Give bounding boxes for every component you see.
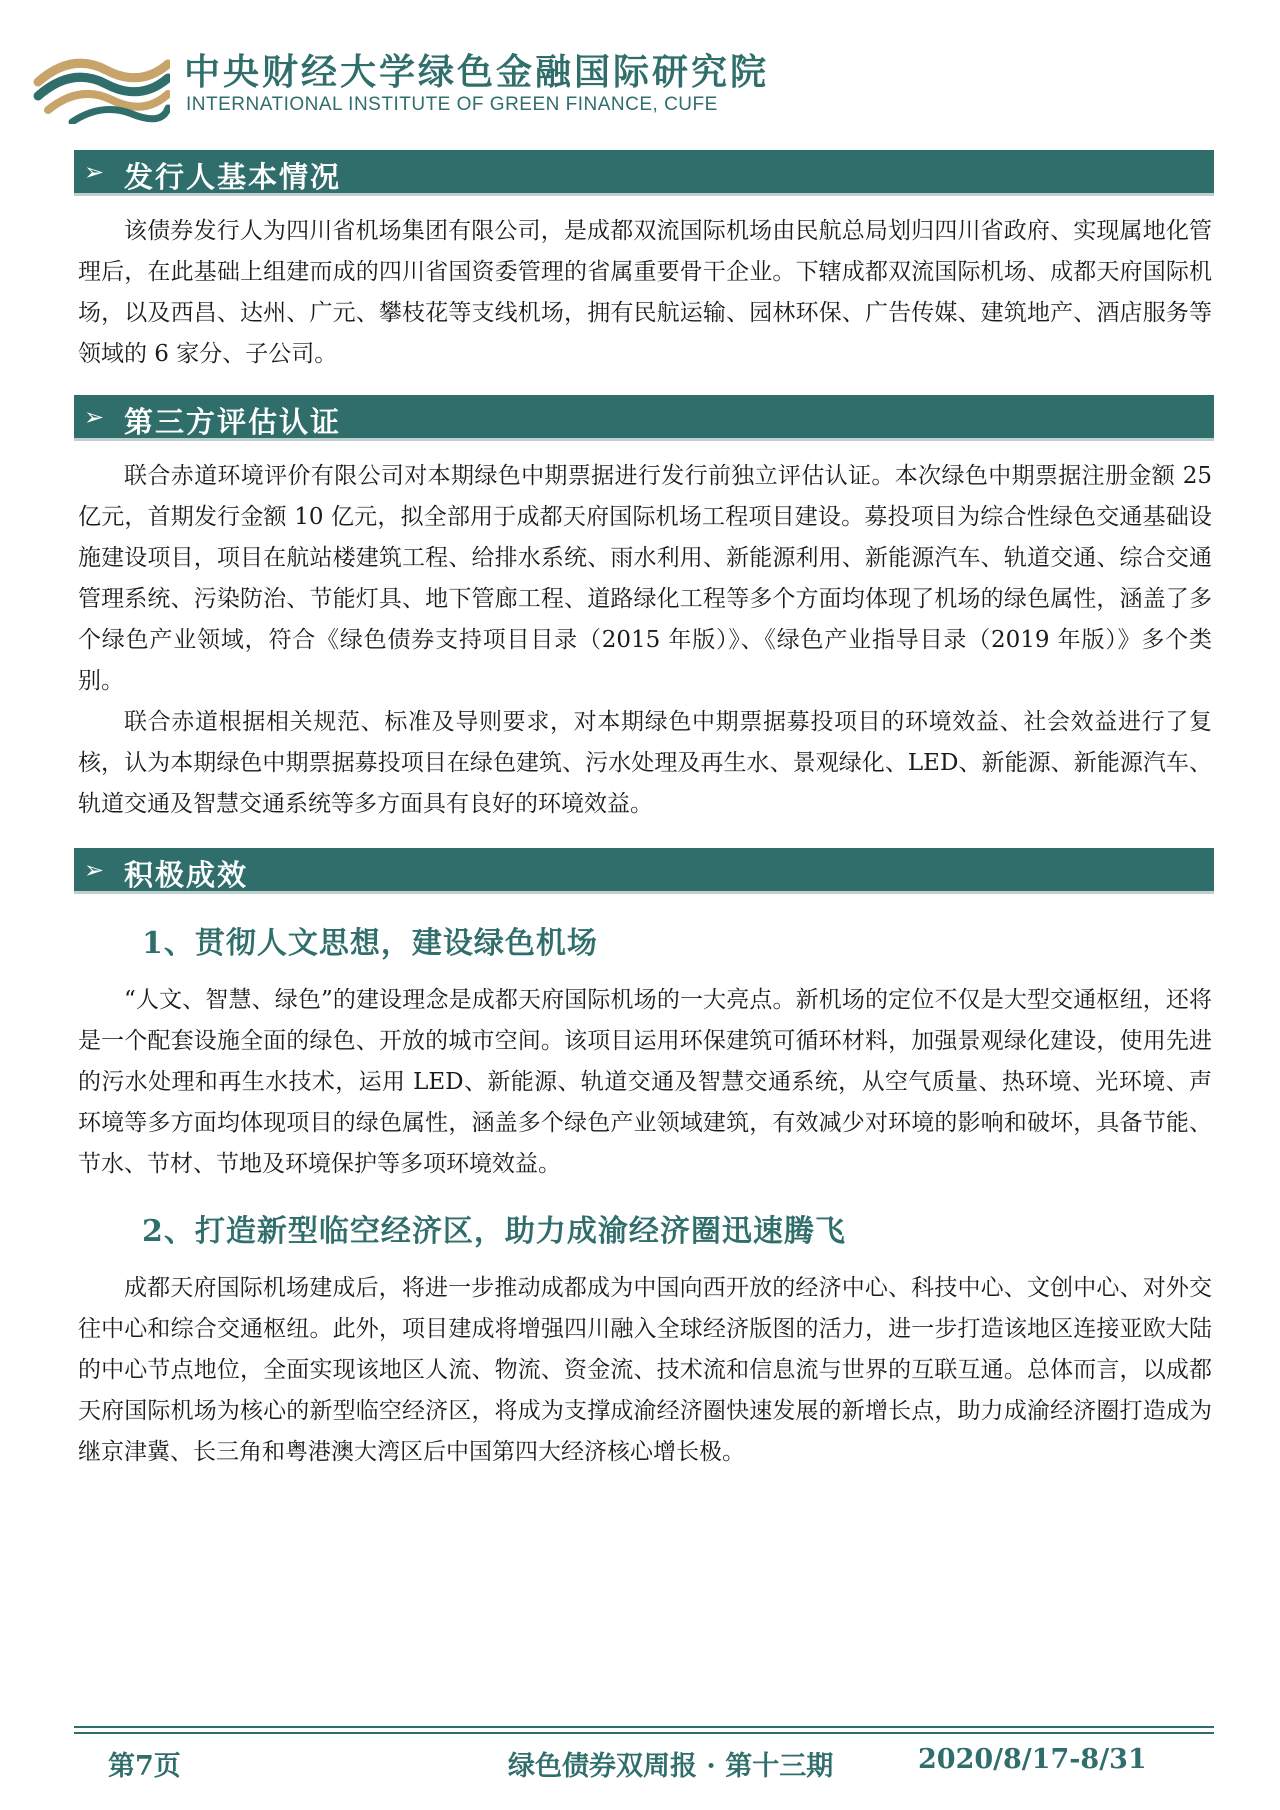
publication-title: 绿色债券双周报 · 第十三期 <box>508 1751 834 1782</box>
subheading: 2、打造新型临空经济区，助力成渝经济圈迅速腾飞 <box>142 1214 846 1249</box>
date-range: 2020/8/17-8/31 <box>918 1744 1147 1775</box>
section-bar-third-party <box>74 395 1214 441</box>
section-bar-issuer <box>74 150 1214 196</box>
section-title: 第三方评估认证 <box>124 405 342 439</box>
org-name-en: INTERNATIONAL INSTITUTE OF GREEN FINANCE, CUFE <box>186 94 718 115</box>
section-title: 发行人基本情况 <box>124 160 342 194</box>
org-name-cn: 中央财经大学绿色金融国际研究院 <box>184 52 770 93</box>
iigf-wave-logo-icon <box>32 44 170 124</box>
subheading: 1、贯彻人文思想，建设绿色机场 <box>142 926 598 961</box>
page-number: 第7页 <box>108 1751 181 1782</box>
section-title: 积极成效 <box>124 858 249 892</box>
arrow-bullet-icon: ➢ <box>84 856 105 884</box>
paragraph: 联合赤道环境评价有限公司对本期绿色中期票据进行发行前独立评估认证。本次绿色中期票据注册金额 25 亿元，首期发行金额 10 亿元，拟全部用于成都天府国际机场工程项目建设。募投项目为综合性绿色交通基础设施建设项目，项目在航站楼建筑工程、给排水系统、雨水利用、新能源利用、新能源汽车、轨道交通、综合交通管理系统、污染防治、节能灯具、地下管廊工程、道路绿化工程等多个方面均体现了机场的绿色属性，涵盖了多个绿色产业领域，符合《绿色债券支持项目目录（2015 年版）》、《绿色产业指导目录（2019 年版）》多个类别。 <box>78 463 1212 694</box>
page-header <box>32 40 1232 130</box>
footer-divider <box>74 1726 1214 1734</box>
paragraph: 联合赤道根据相关规范、标准及导则要求，对本期绿色中期票据募投项目的环境效益、社会效益进行了复核，认为本期绿色中期票据募投项目在绿色建筑、污水处理及再生水、景观绿化、LED、新能源、新能源汽车、轨道交通及智慧交通系统等多方面具有良好的环境效益。 <box>78 709 1212 817</box>
paragraph: 成都天府国际机场建成后，将进一步推动成都成为中国向西开放的经济中心、科技中心、文创中心、对外交往中心和综合交通枢纽。此外，项目建成将增强四川融入全球经济版图的活力，进一步打造该地区连接亚欧大陆的中心节点地位，全面实现该地区人流、物流、资金流、技术流和信息流与世界的互联互通。总体而言，以成都天府国际机场为核心的新型临空经济区，将成为支撑成渝经济圈快速发展的新增长点，助力成渝经济圈打造成为继京津冀、长三角和粤港澳大湾区后中国第四大经济核心增长极。 <box>78 1275 1212 1465</box>
arrow-bullet-icon: ➢ <box>84 403 105 431</box>
arrow-bullet-icon: ➢ <box>84 158 105 186</box>
paragraph: 该债券发行人为四川省机场集团有限公司，是成都双流国际机场由民航总局划归四川省政府、实现属地化管理后，在此基础上组建而成的四川省国资委管理的省属重要骨干企业。下辖成都双流国际机场、成都天府国际机场，以及西昌、达州、广元、攀枝花等支线机场，拥有民航运输、园林环保、广告传媒、建筑地产、酒店服务等领域的 6 家分、子公司。 <box>78 218 1212 367</box>
section-bar-results <box>74 848 1214 894</box>
paragraph: “人文、智慧、绿色”的建设理念是成都天府国际机场的一大亮点。新机场的定位不仅是大型交通枢纽，还将是一个配套设施全面的绿色、开放的城市空间。该项目运用环保建筑可循环材料，加强景观绿化建设，使用先进的污水处理和再生水技术，运用 LED、新能源、轨道交通及智慧交通系统，从空气质量、热环境、光环境、声环境等多方面均体现项目的绿色属性，涵盖多个绿色产业领域建筑，有效减少对环境的影响和破坏，具备节能、节水、节材、节地及环境保护等多项环境效益。 <box>78 987 1212 1177</box>
